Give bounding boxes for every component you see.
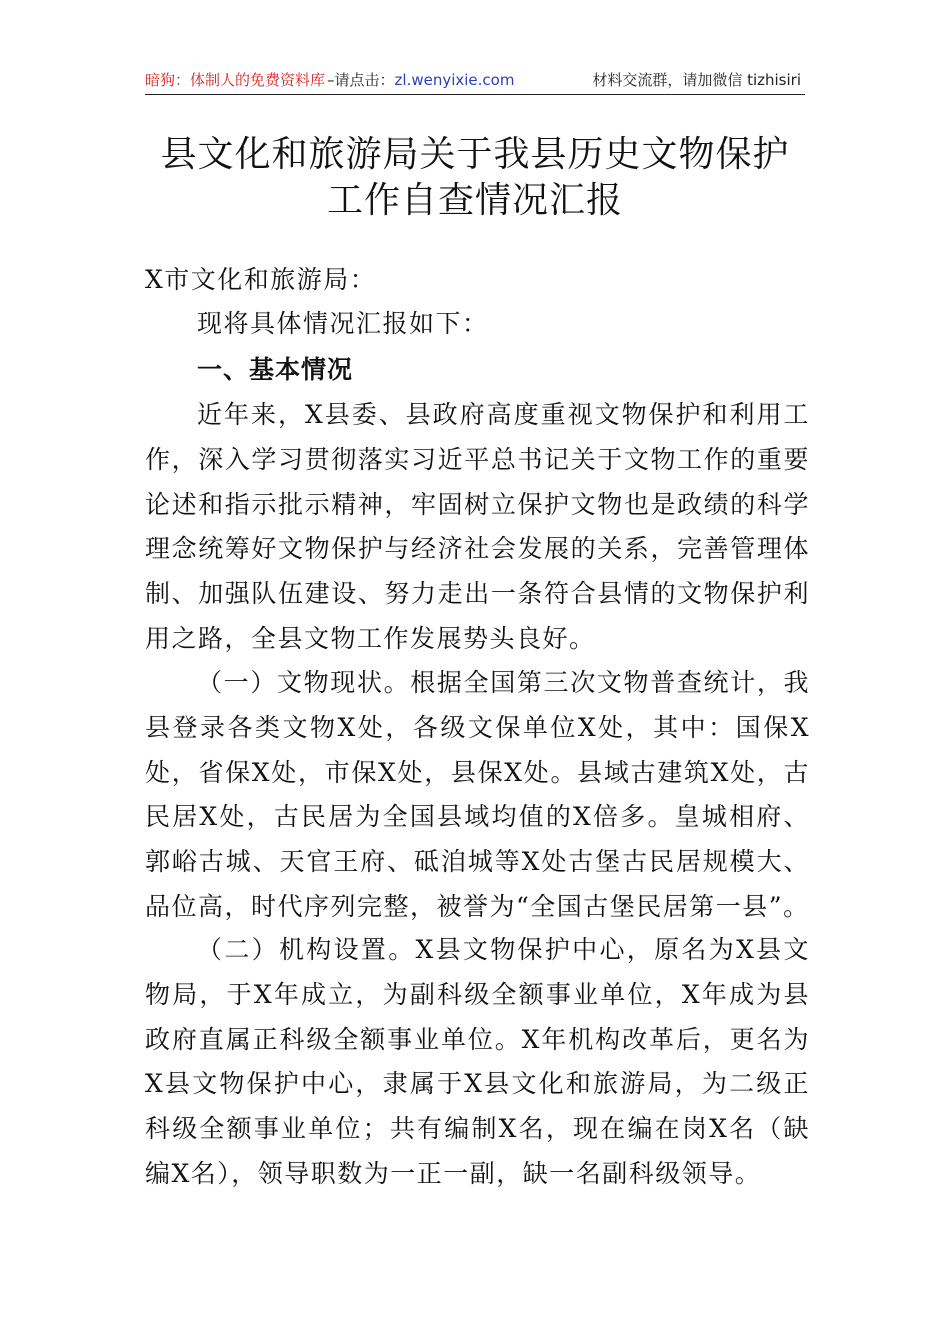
paragraph-relics-status: （一）文物现状。根据全国第三次文物普查统计，我县登录各类文物X处，各级文保单位X处，其中：国保X处，省保X处，市保X处，县保X处。县域古建筑X处，古民居X处，古民居为全国县域均值的X倍多。皇城相府、郭峪古城、天官王府、砥洎城等X处古堡古民居规模大、品位高，时代序列完整，被誉为“全国古堡民居第一县”。 (145, 668, 810, 921)
paragraph-organization: （二）机构设置。X县文物保护中心，原名为X县文物局，于X年成立，为副科级全额事业单位，X年成为县政府直属正科级全额事业单位。X年机构改革后，更名为X县文物保护中心，隶属于X县文化和旅游局，为二级正科级全额事业单位；共有编制X名，现在编在岗X名（缺编X名），领导职数为一正一副，缺一名副科级领导。 (145, 935, 810, 1188)
header-group-note: 材料交流群，请加微信 tizhisiri (592, 71, 801, 89)
document-title-line-2: 工作自查情况汇报 (326, 180, 623, 221)
header-prompt: –请点击： (327, 71, 395, 89)
page-header (145, 66, 805, 95)
intro-line: 现将具体情况汇报如下： (197, 309, 489, 338)
document-title-line-1: 县文化和旅游局关于我县历史文物保护 (160, 134, 790, 175)
section-heading-basic: 一、基本情况 (197, 355, 354, 384)
header-brand: 暗狗：体制人的免费资料库 (145, 71, 326, 89)
header-link[interactable]: zl.wenyixie.com (394, 71, 515, 89)
paragraph-overview: 近年来，X县委、县政府高度重视文物保护和利用工作，深入学习贯彻落实习近平总书记关于文物工作的重要论述和指示批示精神，牢固树立保护文物也是政绩的科学理念统筹好文物保护与经济社会发展的关系，完善管理体制、加强队伍建设、努力走出一条符合县情的文物保护利用之路，全县文物工作发展势头良好。 (145, 400, 810, 653)
salutation: X市文化和旅游局： (145, 265, 377, 294)
